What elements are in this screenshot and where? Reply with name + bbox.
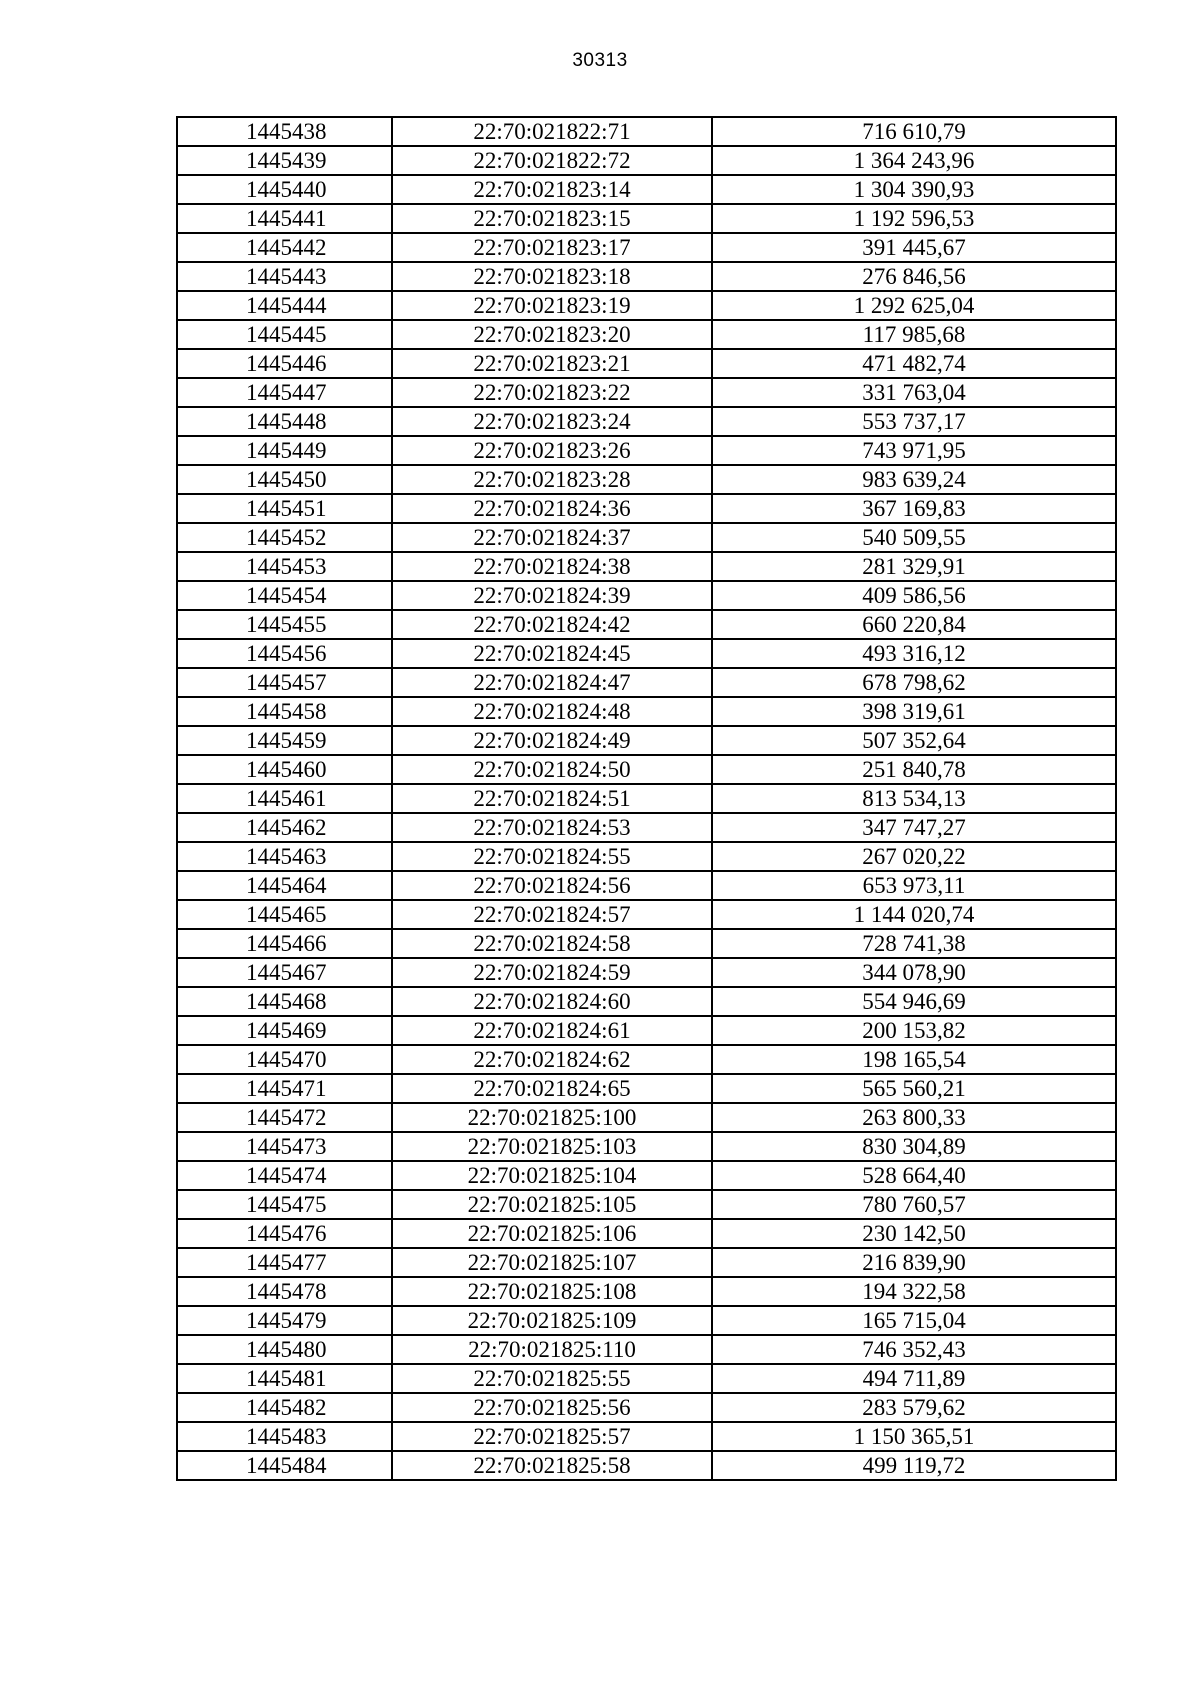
cadastral-value-cell: 216 839,90 bbox=[712, 1248, 1116, 1277]
cadastral-value-cell: 780 760,57 bbox=[712, 1190, 1116, 1219]
cadastral-number-cell: 22:70:021823:15 bbox=[392, 204, 712, 233]
table-row bbox=[177, 842, 1116, 871]
cadastral-number-cell: 22:70:021823:19 bbox=[392, 291, 712, 320]
record-number-cell: 1445479 bbox=[177, 1306, 392, 1335]
record-number-cell: 1445466 bbox=[177, 929, 392, 958]
cadastral-number-cell: 22:70:021824:39 bbox=[392, 581, 712, 610]
record-number-cell: 1445451 bbox=[177, 494, 392, 523]
table-row bbox=[177, 639, 1116, 668]
cadastral-value-cell: 194 322,58 bbox=[712, 1277, 1116, 1306]
record-number-cell: 1445445 bbox=[177, 320, 392, 349]
cadastral-value-cell: 347 747,27 bbox=[712, 813, 1116, 842]
table-row bbox=[177, 175, 1116, 204]
cadastral-number-cell: 22:70:021824:36 bbox=[392, 494, 712, 523]
cadastral-number-cell: 22:70:021824:60 bbox=[392, 987, 712, 1016]
table-row bbox=[177, 1219, 1116, 1248]
record-number-cell: 1445475 bbox=[177, 1190, 392, 1219]
cadastral-number-cell: 22:70:021824:57 bbox=[392, 900, 712, 929]
record-number-cell: 1445471 bbox=[177, 1074, 392, 1103]
cadastral-value-cell: 499 119,72 bbox=[712, 1451, 1116, 1480]
table-row bbox=[177, 349, 1116, 378]
cadastral-value-cell: 283 579,62 bbox=[712, 1393, 1116, 1422]
record-number-cell: 1445443 bbox=[177, 262, 392, 291]
record-number-cell: 1445468 bbox=[177, 987, 392, 1016]
record-number-cell: 1445455 bbox=[177, 610, 392, 639]
table-row bbox=[177, 1306, 1116, 1335]
cadastral-value-cell: 554 946,69 bbox=[712, 987, 1116, 1016]
cadastral-number-cell: 22:70:021824:56 bbox=[392, 871, 712, 900]
cadastral-number-cell: 22:70:021824:55 bbox=[392, 842, 712, 871]
record-number-cell: 1445478 bbox=[177, 1277, 392, 1306]
record-number-cell: 1445447 bbox=[177, 378, 392, 407]
cadastral-value-cell: 1 364 243,96 bbox=[712, 146, 1116, 175]
cadastral-number-cell: 22:70:021824:53 bbox=[392, 813, 712, 842]
cadastral-number-cell: 22:70:021823:18 bbox=[392, 262, 712, 291]
cadastral-value-cell: 660 220,84 bbox=[712, 610, 1116, 639]
record-number-cell: 1445446 bbox=[177, 349, 392, 378]
cadastral-value-cell: 471 482,74 bbox=[712, 349, 1116, 378]
record-number-cell: 1445472 bbox=[177, 1103, 392, 1132]
record-number-cell: 1445439 bbox=[177, 146, 392, 175]
table-row bbox=[177, 1277, 1116, 1306]
record-number-cell: 1445444 bbox=[177, 291, 392, 320]
record-number-cell: 1445481 bbox=[177, 1364, 392, 1393]
table-row bbox=[177, 697, 1116, 726]
cadastral-value-cell: 331 763,04 bbox=[712, 378, 1116, 407]
record-number-cell: 1445480 bbox=[177, 1335, 392, 1364]
cadastral-value-cell: 553 737,17 bbox=[712, 407, 1116, 436]
record-number-cell: 1445459 bbox=[177, 726, 392, 755]
table-row bbox=[177, 1335, 1116, 1364]
table-row bbox=[177, 726, 1116, 755]
table-row bbox=[177, 1103, 1116, 1132]
record-number-cell: 1445484 bbox=[177, 1451, 392, 1480]
record-number-cell: 1445463 bbox=[177, 842, 392, 871]
record-number-cell: 1445477 bbox=[177, 1248, 392, 1277]
cadastral-value-cell: 653 973,11 bbox=[712, 871, 1116, 900]
record-number-cell: 1445482 bbox=[177, 1393, 392, 1422]
record-number-cell: 1445474 bbox=[177, 1161, 392, 1190]
record-number-cell: 1445483 bbox=[177, 1422, 392, 1451]
cadastral-number-cell: 22:70:021824:49 bbox=[392, 726, 712, 755]
cadastral-value-cell: 540 509,55 bbox=[712, 523, 1116, 552]
cadastral-value-cell: 409 586,56 bbox=[712, 581, 1116, 610]
table-row bbox=[177, 581, 1116, 610]
page-number: 30313 bbox=[572, 50, 628, 71]
table-row bbox=[177, 1161, 1116, 1190]
table-row bbox=[177, 320, 1116, 349]
cadastral-number-cell: 22:70:021823:21 bbox=[392, 349, 712, 378]
cadastral-number-cell: 22:70:021825:107 bbox=[392, 1248, 712, 1277]
cadastral-number-cell: 22:70:021824:38 bbox=[392, 552, 712, 581]
cadastral-value-cell: 493 316,12 bbox=[712, 639, 1116, 668]
cadastral-number-cell: 22:70:021824:37 bbox=[392, 523, 712, 552]
table-row bbox=[177, 291, 1116, 320]
cadastral-value-cell: 367 169,83 bbox=[712, 494, 1116, 523]
cadastral-value-cell: 344 078,90 bbox=[712, 958, 1116, 987]
cadastral-value-cell: 276 846,56 bbox=[712, 262, 1116, 291]
record-number-cell: 1445440 bbox=[177, 175, 392, 204]
record-number-cell: 1445452 bbox=[177, 523, 392, 552]
record-number-cell: 1445465 bbox=[177, 900, 392, 929]
record-number-cell: 1445469 bbox=[177, 1016, 392, 1045]
cadastral-number-cell: 22:70:021825:103 bbox=[392, 1132, 712, 1161]
record-number-cell: 1445476 bbox=[177, 1219, 392, 1248]
table-row bbox=[177, 204, 1116, 233]
table-row bbox=[177, 871, 1116, 900]
cadastral-value-cell: 528 664,40 bbox=[712, 1161, 1116, 1190]
table-row bbox=[177, 1393, 1116, 1422]
cadastral-value-cell: 1 150 365,51 bbox=[712, 1422, 1116, 1451]
cadastral-value-cell: 743 971,95 bbox=[712, 436, 1116, 465]
table-body bbox=[177, 117, 1116, 1480]
cadastral-value-cell: 983 639,24 bbox=[712, 465, 1116, 494]
record-number-cell: 1445457 bbox=[177, 668, 392, 697]
table-row bbox=[177, 784, 1116, 813]
cadastral-number-cell: 22:70:021823:17 bbox=[392, 233, 712, 262]
cadastral-number-cell: 22:70:021825:106 bbox=[392, 1219, 712, 1248]
cadastral-value-cell: 507 352,64 bbox=[712, 726, 1116, 755]
table-row bbox=[177, 958, 1116, 987]
cadastral-number-cell: 22:70:021824:58 bbox=[392, 929, 712, 958]
cadastral-number-cell: 22:70:021825:104 bbox=[392, 1161, 712, 1190]
cadastral-value-cell: 1 304 390,93 bbox=[712, 175, 1116, 204]
cadastral-number-cell: 22:70:021823:20 bbox=[392, 320, 712, 349]
cadastral-value-cell: 200 153,82 bbox=[712, 1016, 1116, 1045]
cadastral-value-cell: 746 352,43 bbox=[712, 1335, 1116, 1364]
table-row bbox=[177, 1016, 1116, 1045]
cadastral-number-cell: 22:70:021825:56 bbox=[392, 1393, 712, 1422]
record-number-cell: 1445464 bbox=[177, 871, 392, 900]
cadastral-number-cell: 22:70:021824:45 bbox=[392, 639, 712, 668]
cadastral-number-cell: 22:70:021824:61 bbox=[392, 1016, 712, 1045]
cadastral-number-cell: 22:70:021822:71 bbox=[392, 117, 712, 146]
cadastral-value-cell: 1 192 596,53 bbox=[712, 204, 1116, 233]
record-number-cell: 1445450 bbox=[177, 465, 392, 494]
record-number-cell: 1445461 bbox=[177, 784, 392, 813]
table-row bbox=[177, 668, 1116, 697]
table-row bbox=[177, 117, 1116, 146]
cadastral-value-cell: 565 560,21 bbox=[712, 1074, 1116, 1103]
cadastral-number-cell: 22:70:021825:110 bbox=[392, 1335, 712, 1364]
cadastral-number-cell: 22:70:021824:65 bbox=[392, 1074, 712, 1103]
cadastral-number-cell: 22:70:021823:22 bbox=[392, 378, 712, 407]
cadastral-number-cell: 22:70:021825:109 bbox=[392, 1306, 712, 1335]
record-number-cell: 1445473 bbox=[177, 1132, 392, 1161]
cadastral-number-cell: 22:70:021825:108 bbox=[392, 1277, 712, 1306]
cadastral-value-cell: 398 319,61 bbox=[712, 697, 1116, 726]
cadastral-value-cell: 830 304,89 bbox=[712, 1132, 1116, 1161]
cadastral-number-cell: 22:70:021825:55 bbox=[392, 1364, 712, 1393]
table-row bbox=[177, 146, 1116, 175]
record-number-cell: 1445467 bbox=[177, 958, 392, 987]
table-row bbox=[177, 610, 1116, 639]
cadastral-value-cell: 230 142,50 bbox=[712, 1219, 1116, 1248]
table-row bbox=[177, 1132, 1116, 1161]
table-row bbox=[177, 1422, 1116, 1451]
table-row bbox=[177, 1248, 1116, 1277]
cadastral-value-cell: 1 144 020,74 bbox=[712, 900, 1116, 929]
table-row bbox=[177, 987, 1116, 1016]
cadastral-number-cell: 22:70:021822:72 bbox=[392, 146, 712, 175]
cadastral-number-cell: 22:70:021824:50 bbox=[392, 755, 712, 784]
cadastral-number-cell: 22:70:021824:48 bbox=[392, 697, 712, 726]
cadastral-value-cell: 728 741,38 bbox=[712, 929, 1116, 958]
record-number-cell: 1445449 bbox=[177, 436, 392, 465]
table-row bbox=[177, 523, 1116, 552]
record-number-cell: 1445460 bbox=[177, 755, 392, 784]
cadastral-value-cell: 1 292 625,04 bbox=[712, 291, 1116, 320]
table-row bbox=[177, 929, 1116, 958]
table-row bbox=[177, 262, 1116, 291]
record-number-cell: 1445462 bbox=[177, 813, 392, 842]
record-number-cell: 1445454 bbox=[177, 581, 392, 610]
cadastral-value-cell: 198 165,54 bbox=[712, 1045, 1116, 1074]
table-row bbox=[177, 1451, 1116, 1480]
cadastral-number-cell: 22:70:021823:24 bbox=[392, 407, 712, 436]
table-row bbox=[177, 494, 1116, 523]
record-number-cell: 1445442 bbox=[177, 233, 392, 262]
cadastral-number-cell: 22:70:021824:47 bbox=[392, 668, 712, 697]
cadastral-value-cell: 165 715,04 bbox=[712, 1306, 1116, 1335]
cadastral-number-cell: 22:70:021824:51 bbox=[392, 784, 712, 813]
table-row bbox=[177, 552, 1116, 581]
cadastral-value-cell: 494 711,89 bbox=[712, 1364, 1116, 1393]
record-number-cell: 1445453 bbox=[177, 552, 392, 581]
table-row bbox=[177, 436, 1116, 465]
record-number-cell: 1445441 bbox=[177, 204, 392, 233]
table-row bbox=[177, 1045, 1116, 1074]
record-number-cell: 1445458 bbox=[177, 697, 392, 726]
cadastral-value-cell: 251 840,78 bbox=[712, 755, 1116, 784]
data-table bbox=[176, 116, 1117, 1481]
cadastral-number-cell: 22:70:021824:62 bbox=[392, 1045, 712, 1074]
cadastral-number-cell: 22:70:021823:14 bbox=[392, 175, 712, 204]
cadastral-number-cell: 22:70:021823:26 bbox=[392, 436, 712, 465]
cadastral-value-cell: 267 020,22 bbox=[712, 842, 1116, 871]
cadastral-number-cell: 22:70:021825:100 bbox=[392, 1103, 712, 1132]
cadastral-number-cell: 22:70:021825:57 bbox=[392, 1422, 712, 1451]
cadastral-value-cell: 117 985,68 bbox=[712, 320, 1116, 349]
cadastral-value-cell: 391 445,67 bbox=[712, 233, 1116, 262]
table-row bbox=[177, 1074, 1116, 1103]
cadastral-value-cell: 281 329,91 bbox=[712, 552, 1116, 581]
cadastral-value-cell: 263 800,33 bbox=[712, 1103, 1116, 1132]
cadastral-number-cell: 22:70:021823:28 bbox=[392, 465, 712, 494]
cadastral-number-cell: 22:70:021824:42 bbox=[392, 610, 712, 639]
record-number-cell: 1445456 bbox=[177, 639, 392, 668]
record-number-cell: 1445470 bbox=[177, 1045, 392, 1074]
table-row bbox=[177, 1364, 1116, 1393]
table-row bbox=[177, 755, 1116, 784]
table-row bbox=[177, 407, 1116, 436]
table-row bbox=[177, 465, 1116, 494]
cadastral-value-cell: 813 534,13 bbox=[712, 784, 1116, 813]
cadastral-number-cell: 22:70:021824:59 bbox=[392, 958, 712, 987]
record-number-cell: 1445438 bbox=[177, 117, 392, 146]
table-row bbox=[177, 813, 1116, 842]
table-row bbox=[177, 1190, 1116, 1219]
table-row bbox=[177, 900, 1116, 929]
table-row bbox=[177, 233, 1116, 262]
cadastral-value-cell: 716 610,79 bbox=[712, 117, 1116, 146]
cadastral-value-cell: 678 798,62 bbox=[712, 668, 1116, 697]
cadastral-number-cell: 22:70:021825:105 bbox=[392, 1190, 712, 1219]
cadastral-number-cell: 22:70:021825:58 bbox=[392, 1451, 712, 1480]
table-row bbox=[177, 378, 1116, 407]
record-number-cell: 1445448 bbox=[177, 407, 392, 436]
